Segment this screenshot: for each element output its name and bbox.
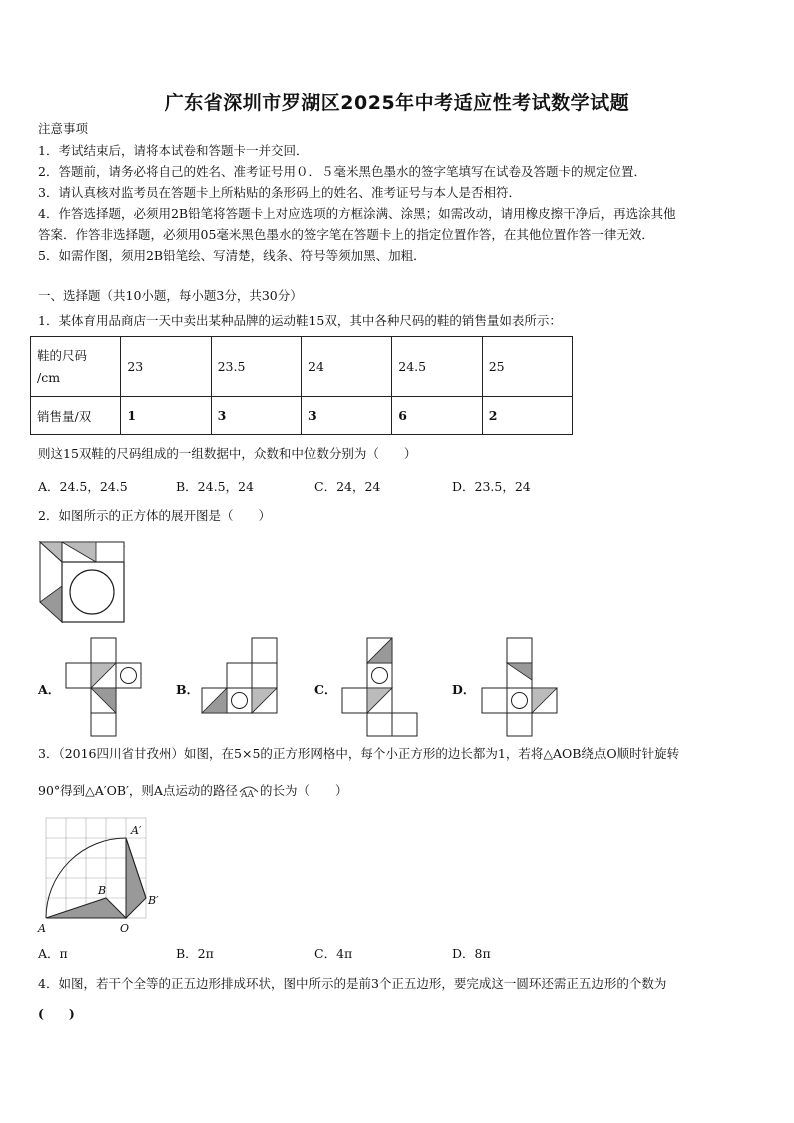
table-row [31, 337, 573, 397]
table-cell: 23 [121, 337, 211, 397]
note-item: 4．作答选择题，必须用2B铅笔将答题卡上对应选项的方框涂满、涂黑；如需改动，请用橡皮擦干净后，再选涂其他 [38, 206, 676, 221]
note-item: 1．考试结束后，请将本试卷和答题卡一并交回． [38, 143, 309, 158]
rotation-grid-figure [36, 814, 166, 936]
table-header-cell: 销售量/双 [31, 397, 121, 435]
option-b-label: B． [176, 682, 200, 697]
label-a-prime: A′ [131, 824, 142, 837]
option-a: A．24.5，24.5 [38, 479, 128, 494]
option-d: D．8π [452, 946, 491, 961]
option-d-label: D． [452, 682, 476, 697]
size-label: 鞋的尺码 [37, 347, 88, 363]
question-1-text: 则这15双鞋的尺码组成的一组数据中，众数和中位数分别为（ ） [38, 446, 417, 461]
table-row [31, 397, 573, 435]
table-cell: 3 [211, 397, 301, 435]
table-cell: 1 [121, 397, 211, 435]
svg-text:AA′: AA′ [240, 790, 256, 798]
label-o: O [120, 922, 130, 935]
question-3-line2 [38, 782, 347, 799]
note-item: 3．请认真核对监考员在答题卡上所粘贴的条形码上的姓名、准考证号与本人是否相符． [38, 185, 521, 200]
table-cell: 3 [302, 397, 392, 435]
option-d: D．23.5，24 [452, 479, 531, 494]
option-b: B．24.5，24 [176, 479, 254, 494]
table-cell: 25 [482, 337, 572, 397]
size-unit: /cm [37, 369, 61, 385]
question-1-stem: 1．某体育用品商店一天中卖出某种品牌的运动鞋15双，其中各种尺码的鞋的销售量如表所示： [38, 313, 562, 328]
table-cell: 2 [482, 397, 572, 435]
page-title: 广东省深圳市罗湖区2025年中考适应性考试数学试题 [164, 92, 630, 114]
arc-symbol-icon [238, 782, 260, 798]
table-cell: 23.5 [211, 337, 301, 397]
table-cell: 24.5 [392, 337, 482, 397]
net-option-c [340, 636, 420, 738]
notes-heading: 注意事项 [38, 121, 89, 136]
shoe-size-table [30, 336, 573, 435]
cube-figure [36, 538, 130, 628]
note-item: 5．如需作图，须用2B铅笔绘、写清楚，线条、符号等须加黑、加粗． [38, 248, 426, 263]
question-3-line1: 3．（2016四川省甘孜州）如图，在5×5的正方形网格中，每个小正方形的边长都为1，若将△AOB绕点O顺时针旋转 [38, 746, 680, 761]
option-c: C．24，24 [314, 479, 381, 494]
option-c-label: C． [314, 682, 337, 697]
note-item: 2．答题前，请务必将自己的姓名、准考证号用０．５毫米黑色墨水的签字笔填写在试卷及答题卡的规定位置． [38, 164, 646, 179]
option-a: A．π [38, 946, 68, 961]
question-3-text-b: 的长为（ ） [259, 783, 348, 798]
net-option-d [480, 636, 560, 738]
label-b: B [98, 884, 107, 897]
table-header-cell [31, 337, 121, 397]
question-4-line1: 4．如图，若干个全等的正五边形排成环状，图中所示的是前3个正五边形，要完成这一圆环还需正五边形的个数为 [38, 976, 667, 991]
net-option-a [64, 636, 144, 738]
table-cell: 6 [392, 397, 482, 435]
label-b-prime: B′ [148, 894, 159, 907]
question-3-text-a: 90°得到△A′OB′，则A点运动的路径 [38, 783, 238, 798]
option-c: C．4π [314, 946, 353, 961]
question-4-line2: ( ) [38, 1006, 75, 1021]
option-a-label: A． [38, 682, 61, 697]
table-cell: 24 [302, 337, 392, 397]
net-option-b [200, 636, 280, 716]
question-2-stem: 2．如图所示的正方体的展开图是（ ） [38, 508, 271, 523]
label-a: A [38, 922, 46, 935]
section-heading: 一、选择题（共10小题，每小题3分，共30分） [38, 288, 303, 303]
option-b: B．2π [176, 946, 214, 961]
note-item: 答案．作答非选择题，必须用05毫米黑色墨水的签字笔在答题卡上的指定位置作答，在其他位置作答一律无效． [38, 227, 654, 242]
